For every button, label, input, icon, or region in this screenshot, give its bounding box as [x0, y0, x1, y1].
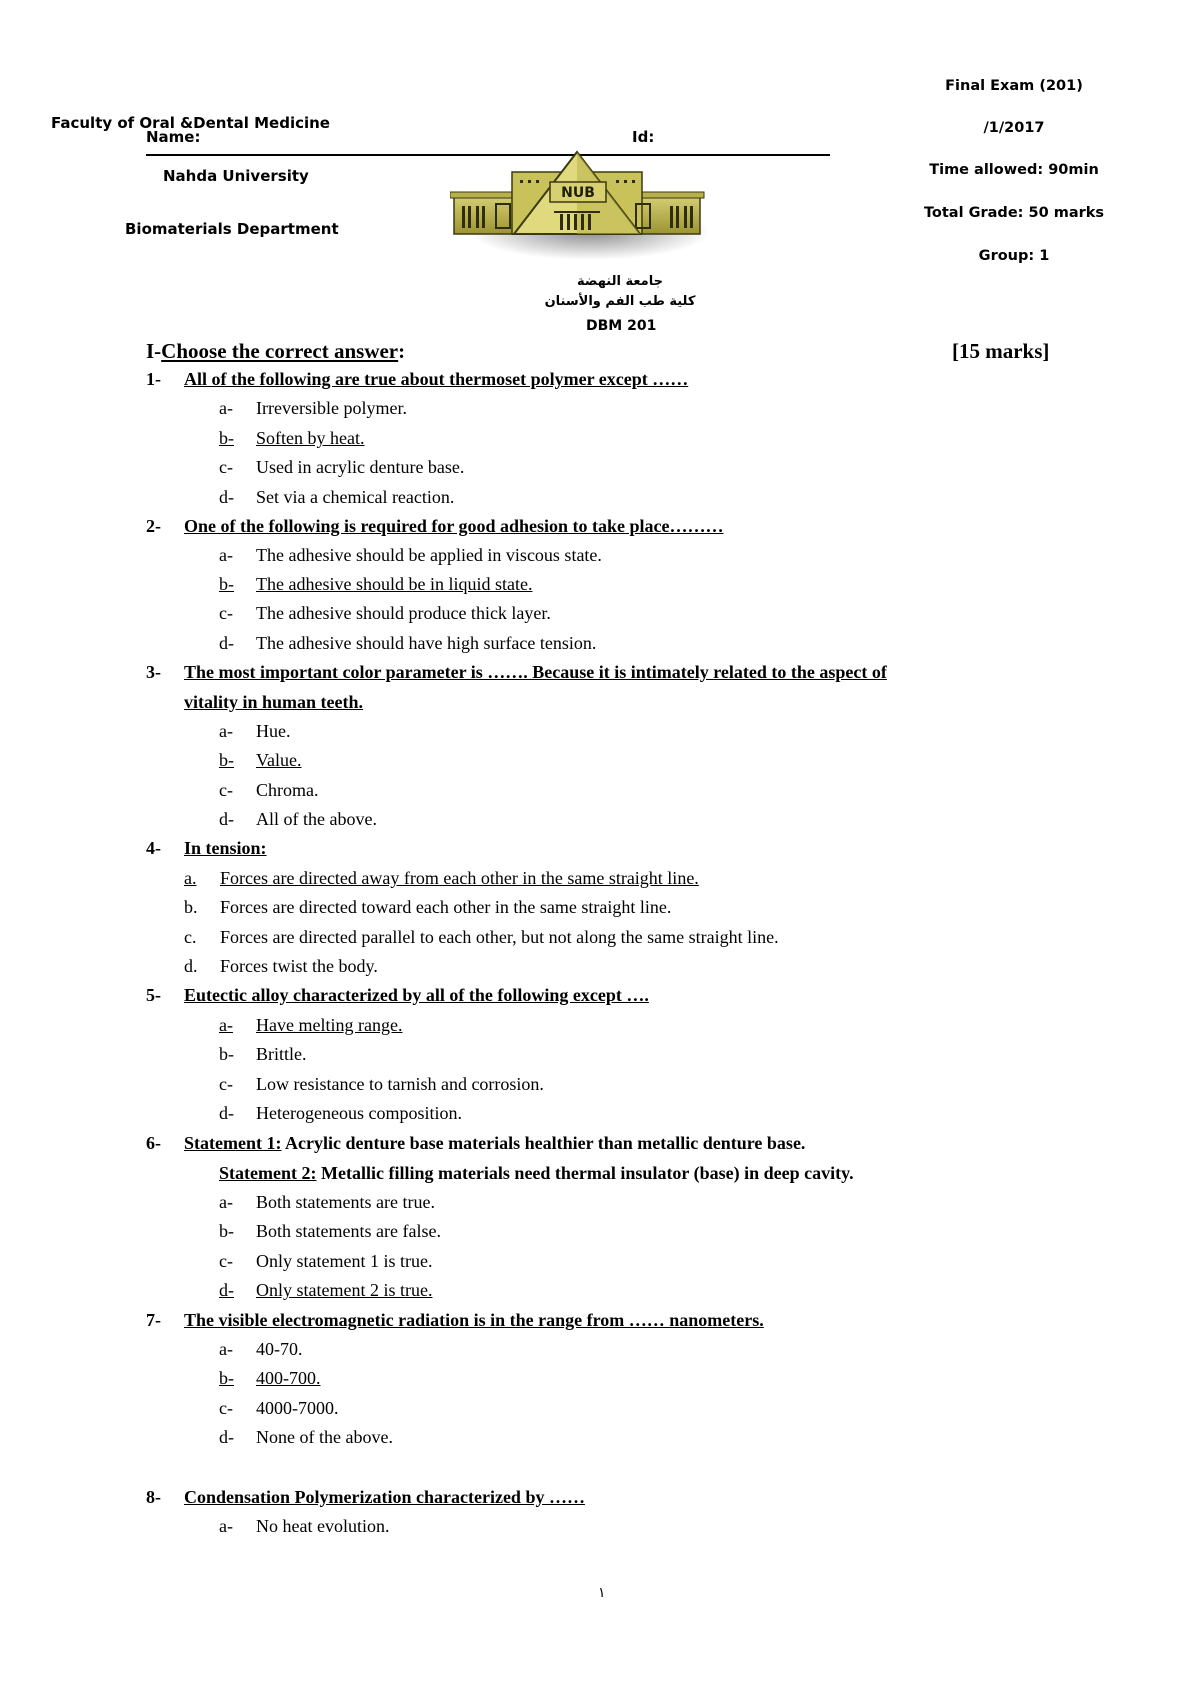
- exam-title: Final Exam (201): [945, 78, 1083, 94]
- option-label-correct: a.: [184, 868, 197, 888]
- question-text: One of the following is required for good adhesion to take place………: [184, 516, 724, 536]
- option-text: Used in acrylic denture base.: [256, 457, 465, 477]
- option-label: a-: [219, 1516, 233, 1536]
- option-text: The adhesive should be applied in viscous state.: [256, 545, 602, 565]
- option-text: Both statements are true.: [256, 1192, 435, 1212]
- option-label-correct: b-: [219, 428, 234, 448]
- department-name: Biomaterials Department: [125, 220, 339, 238]
- option-text: Brittle.: [256, 1044, 307, 1064]
- option-label: b.: [184, 897, 198, 917]
- option-text: Hue.: [256, 721, 291, 741]
- faculty-name: Faculty of Oral &Dental Medicine: [51, 114, 330, 132]
- university-logo: [450, 150, 710, 262]
- option-label: c.: [184, 927, 197, 947]
- id-label: Id:: [632, 128, 655, 146]
- option-label: a-: [219, 1192, 233, 1212]
- statement-2-text: Metallic filling materials need thermal insulator (base) in deep cavity.: [316, 1163, 854, 1183]
- option-text: Forces are directed toward each other in the same straight line.: [220, 897, 672, 917]
- question-number: 2-: [146, 516, 161, 536]
- option-text: 4000-7000.: [256, 1398, 339, 1418]
- option-label: b-: [219, 1221, 234, 1241]
- statement-1-text: Acrylic denture base materials healthier than metallic denture base.: [281, 1133, 806, 1153]
- option-text: 40-70.: [256, 1339, 303, 1359]
- option-text: Only statement 1 is true.: [256, 1251, 433, 1271]
- option-label: c-: [219, 780, 233, 800]
- option-label: d-: [219, 809, 234, 829]
- option-text: Set via a chemical reaction.: [256, 487, 455, 507]
- option-text: Irreversible polymer.: [256, 398, 407, 418]
- option-label: d-: [219, 1427, 234, 1447]
- total-grade: Total Grade: 50 marks: [923, 205, 1105, 221]
- section-title: [146, 339, 405, 364]
- question-number: 8-: [146, 1487, 161, 1507]
- section-number: I-: [146, 339, 162, 363]
- option-label: a-: [219, 721, 233, 741]
- option-text-correct: The adhesive should be in liquid state.: [256, 574, 533, 594]
- option-label: c-: [219, 1251, 233, 1271]
- question-text: All of the following are true about thermoset polymer except ……: [184, 369, 689, 389]
- option-label: d-: [219, 1103, 234, 1123]
- question-text-line2: vitality in human teeth.: [184, 692, 364, 712]
- arabic-university-name: جامعة النهضة: [577, 274, 663, 289]
- option-label: d.: [184, 956, 198, 976]
- option-label: c-: [219, 1074, 233, 1094]
- statement-1-label: Statement 1:: [184, 1133, 282, 1153]
- option-label: b-: [219, 1044, 234, 1064]
- option-text: Heterogeneous composition.: [256, 1103, 462, 1123]
- exam-date: /1/2017: [983, 120, 1045, 136]
- question-number: 3-: [146, 662, 161, 682]
- option-label: d-: [219, 487, 234, 507]
- option-text: All of the above.: [256, 809, 377, 829]
- statement-2-label: Statement 2:: [219, 1163, 317, 1183]
- option-label: a-: [219, 398, 233, 418]
- option-label: d-: [219, 633, 234, 653]
- question-number: 4-: [146, 838, 161, 858]
- section-title-colon: :: [398, 339, 406, 363]
- question-number: 6-: [146, 1133, 161, 1153]
- option-text: Low resistance to tarnish and corrosion.: [256, 1074, 544, 1094]
- page-number: ١: [598, 1586, 606, 1601]
- question-text-line1: The most important color parameter is ……. Because it is intimately related to the aspect of: [184, 662, 887, 682]
- logo-text: NUB: [561, 185, 595, 201]
- option-text-correct: Have melting range.: [256, 1015, 403, 1035]
- statement-1: [184, 1133, 805, 1154]
- section-title-text: Choose the correct answer: [161, 339, 399, 363]
- course-code: DBM 201: [586, 318, 657, 334]
- option-text-correct: Only statement 2 is true.: [256, 1280, 433, 1300]
- option-text-correct: Value.: [256, 750, 302, 770]
- option-text: The adhesive should have high surface tension.: [256, 633, 597, 653]
- section-marks: [15 marks]: [952, 339, 1050, 363]
- university-name: Nahda University: [163, 167, 309, 185]
- option-label-correct: d-: [219, 1280, 234, 1300]
- question-text: In tension:: [184, 838, 267, 858]
- option-text: No heat evolution.: [256, 1516, 390, 1536]
- question-text: Eutectic alloy characterized by all of the following except ….: [184, 985, 649, 1005]
- option-text: Forces twist the body.: [220, 956, 378, 976]
- option-text: Both statements are false.: [256, 1221, 441, 1241]
- option-label-correct: b-: [219, 1368, 234, 1388]
- option-text: None of the above.: [256, 1427, 393, 1447]
- time-allowed: Time allowed: 90min: [929, 162, 1099, 178]
- question-text: Condensation Polymerization characterized by ……: [184, 1487, 585, 1507]
- question-number: 1-: [146, 369, 161, 389]
- option-label: c-: [219, 1398, 233, 1418]
- option-text: Chroma.: [256, 780, 319, 800]
- option-text-correct: Soften by heat.: [256, 428, 365, 448]
- name-label: Name:: [146, 128, 201, 146]
- option-label: c-: [219, 457, 233, 477]
- option-text: Forces are directed parallel to each other, but not along the same straight line.: [220, 927, 779, 947]
- option-text-correct: Forces are directed away from each other in the same straight line.: [220, 868, 699, 888]
- group: Group: 1: [978, 248, 1050, 264]
- option-label: a-: [219, 545, 233, 565]
- question-number: 5-: [146, 985, 161, 1005]
- option-text: The adhesive should produce thick layer.: [256, 603, 551, 623]
- option-label-correct: b-: [219, 750, 234, 770]
- option-label: a-: [219, 1339, 233, 1359]
- statement-2: [219, 1163, 854, 1184]
- option-text-correct: 400-700.: [256, 1368, 321, 1388]
- option-label-correct: a-: [219, 1015, 233, 1035]
- arabic-faculty-name: كلية طب الفم والأسنان: [544, 294, 696, 309]
- option-label: c-: [219, 603, 233, 623]
- question-text: The visible electromagnetic radiation is in the range from …… nanometers.: [184, 1310, 764, 1330]
- option-label-correct: b-: [219, 574, 234, 594]
- question-number: 7-: [146, 1310, 161, 1330]
